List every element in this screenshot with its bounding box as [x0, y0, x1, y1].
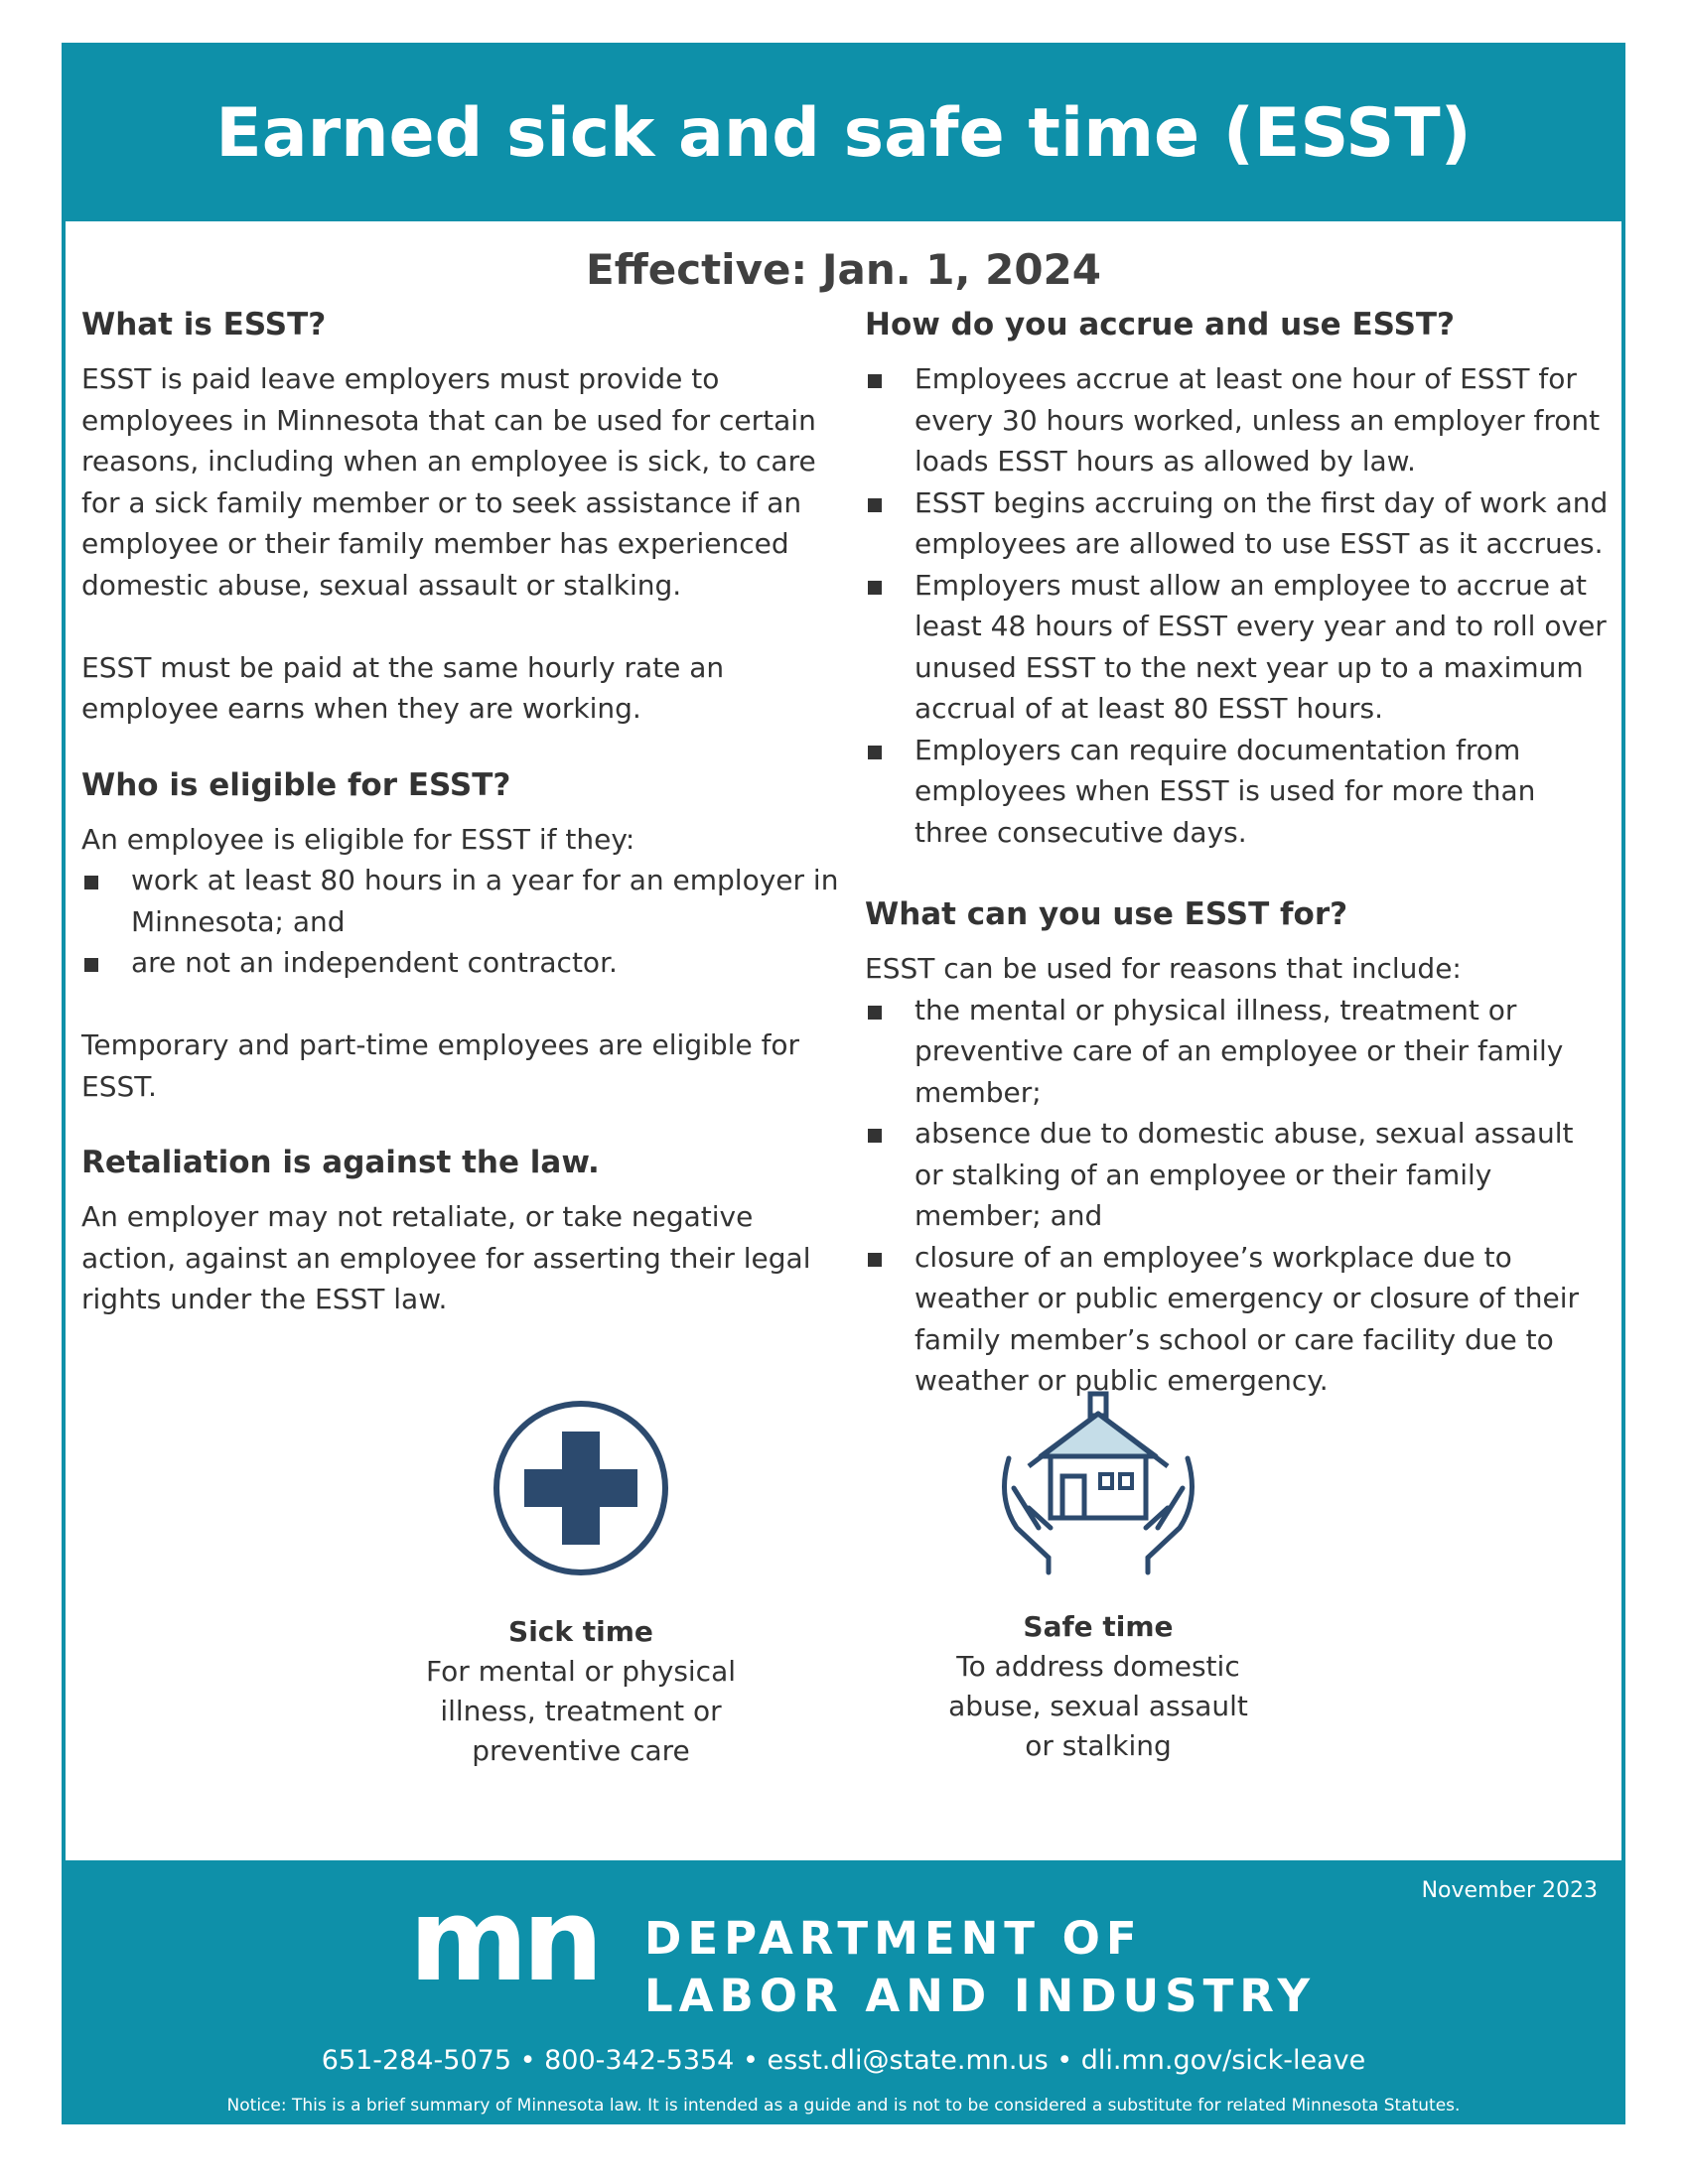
contact-info: 651-284-5075 • 800-342-5354 • esst.dli@state.mn.us • dli.mn.gov/sick-leave: [321, 2045, 1366, 2076]
list-item: closure of an employee’s workplace due to weather or public emergency or closure of their family member’s school or care facility due to weather or public emergency.: [865, 1237, 1610, 1402]
right-column: [865, 303, 1610, 1435]
bullet-list: [865, 358, 1610, 853]
section-what-is-esst: [81, 303, 846, 730]
content-panel: [66, 221, 1621, 1860]
bullet-list: [81, 860, 846, 984]
page-title: Earned sick and safe time (ESST): [215, 94, 1472, 173]
list-item: absence due to domestic abuse, sexual assault or stalking of an employee or their family member; and: [865, 1113, 1610, 1237]
paragraph: ESST must be paid at the same hourly rate an employee earns when they are working.: [81, 650, 725, 725]
bullet-list: [865, 990, 1610, 1402]
section-uses: [865, 892, 1610, 1402]
list-item: are not an independent contractor.: [81, 942, 846, 984]
svg-text:mn: mn: [409, 1902, 598, 1991]
section-retaliation: [81, 1141, 846, 1320]
mn-logo-icon: [409, 1902, 623, 1991]
paragraph: An employee is eligible for ESST if they:: [81, 822, 635, 856]
safe-time-desc: To address domestic abuse, sexual assault or stalking: [948, 1650, 1248, 1762]
department-line-2: LABOR AND INDUSTRY: [644, 1970, 1317, 2022]
house-in-hands-icon: [989, 1389, 1207, 1577]
safe-time-label: Safe time: [1023, 1610, 1174, 1643]
safe-time-block: [939, 1389, 1257, 1766]
footer: [62, 1860, 1625, 2124]
page-frame: [62, 43, 1625, 2124]
list-item: Employers can require documentation from employees when ESST is used for more than three consecutive days.: [865, 730, 1610, 854]
section-accrue: [865, 303, 1610, 853]
section-heading: What can you use ESST for?: [865, 896, 1348, 932]
section-heading: What is ESST?: [81, 307, 327, 342]
paragraph: Temporary and part-time employees are eligible for ESST.: [81, 1028, 800, 1103]
sick-time-label: Sick time: [508, 1615, 653, 1648]
sick-time-block: [417, 1394, 745, 1771]
paragraph: ESST is paid leave employers must provide to employees in Minnesota that can be used for certain reasons, including when an employee is sick, to care for a sick family member or to seek assistance if an employee or their family member has experienced domestic abuse, sexual assault or stalking.: [81, 362, 816, 602]
publication-date: November 2023: [1421, 1878, 1598, 1903]
list-item: Employers must allow an employee to accrue at least 48 hours of ESST every year and to roll over unused ESST to the next year up to a maximum accrual of at least 80 ESST hours.: [865, 565, 1610, 730]
legal-notice: Notice: This is a brief summary of Minnesota law. It is intended as a guide and is not to be considered a substitute for related Minnesota Statutes.: [226, 2096, 1461, 2116]
paragraph: An employer may not retaliate, or take negative action, against an employee for asserting their legal rights under the ESST law.: [81, 1200, 811, 1315]
section-heading: Retaliation is against the law.: [81, 1145, 600, 1180]
effective-date: Effective: Jan. 1, 2024: [586, 245, 1101, 294]
sick-time-desc: For mental or physical illness, treatment or preventive care: [425, 1655, 737, 1767]
mn-logo: [409, 1902, 623, 1995]
section-heading: How do you accrue and use ESST?: [865, 307, 1456, 342]
section-eligibility: [81, 763, 846, 1108]
department-line-1: DEPARTMENT OF: [644, 1912, 1143, 1965]
list-item: ESST begins accruing on the first day of work and employees are allowed to use ESST as it accrues.: [865, 482, 1610, 565]
paragraph: ESST can be used for reasons that include:: [865, 952, 1462, 985]
medical-cross-icon: [487, 1394, 675, 1582]
list-item: Employees accrue at least one hour of ESST for every 30 hours worked, unless an employer front loads ESST hours as allowed by law.: [865, 358, 1610, 482]
left-column: [81, 303, 846, 1354]
list-item: the mental or physical illness, treatment or preventive care of an employee or their family member;: [865, 990, 1610, 1114]
section-heading: Who is eligible for ESST?: [81, 766, 511, 803]
list-item: work at least 80 hours in a year for an employer in Minnesota; and: [81, 860, 846, 942]
department-name: [644, 1910, 1316, 2025]
